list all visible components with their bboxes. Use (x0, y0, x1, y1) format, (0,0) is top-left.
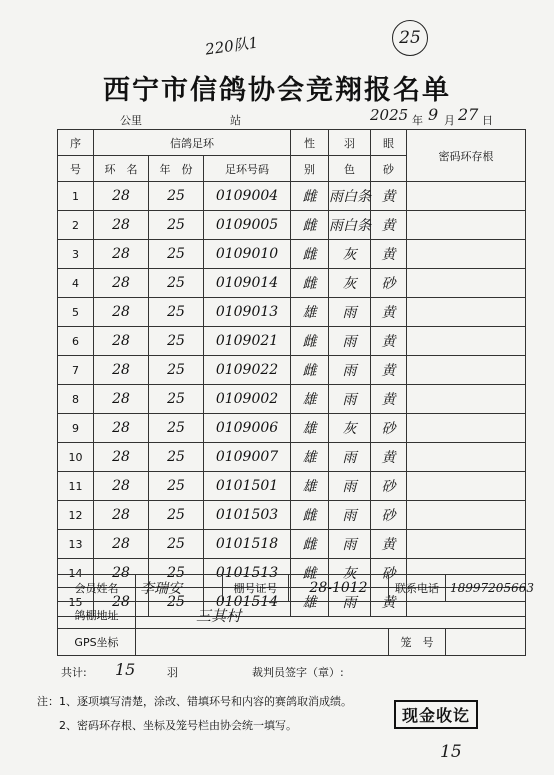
eye-cell: 黄 (371, 530, 407, 559)
total-value: 15 (115, 660, 136, 679)
color-cell: 雨 (329, 327, 371, 356)
table-row (58, 211, 526, 240)
member-info-table (57, 574, 534, 656)
code-stub-header: 密码环存根 (407, 130, 526, 182)
code-stub-cell (407, 414, 526, 443)
eye-cell: 黄 (371, 327, 407, 356)
member-name-label: 会员姓名 (58, 575, 136, 602)
date-year: 2025 (370, 106, 409, 124)
color-cell: 雨 (329, 530, 371, 559)
table-row (58, 501, 526, 530)
form-title: 西宁市信鸽协会竞翔报名单 (103, 75, 451, 106)
date-day: 27 (458, 105, 479, 124)
address-value: 三其村 (136, 602, 526, 629)
gps-label: GPS坐标 (58, 629, 136, 656)
year-cell: 25 (149, 269, 204, 298)
table-row (58, 443, 526, 472)
seq-cell: 9 (58, 414, 94, 443)
eye-cell: 砂 (371, 501, 407, 530)
color-cell: 雨 (329, 472, 371, 501)
month-label: 月 (444, 114, 455, 127)
ring-number-cell: 0101501 (204, 472, 291, 501)
ring-name-cell: 28 (94, 385, 149, 414)
color-cell: 雨 (329, 356, 371, 385)
table-row (58, 298, 526, 327)
table-row (58, 327, 526, 356)
km-label: 公里 (120, 114, 142, 127)
seq-header-bottom: 号 (58, 156, 94, 182)
eye-header-top: 眼 (371, 130, 407, 156)
ring-name-cell: 28 (94, 501, 149, 530)
sex-cell: 雌 (291, 211, 329, 240)
ring-group-header: 信鸽足环 (94, 130, 291, 156)
note-1: 注：1、逐项填写清楚，涂改、错填环号和内容的赛鸽取消成绩。 (37, 695, 352, 708)
year-label: 年 (412, 114, 423, 127)
code-stub-cell (407, 443, 526, 472)
seq-cell: 3 (58, 240, 94, 269)
color-cell: 雨白条 (329, 211, 371, 240)
sex-cell: 雌 (291, 269, 329, 298)
seq-cell: 15 (58, 588, 94, 617)
year-cell: 25 (149, 385, 204, 414)
color-cell: 雨 (329, 588, 371, 617)
eye-cell: 砂 (371, 559, 407, 588)
code-stub-cell (407, 501, 526, 530)
referee-signature-label: 裁判员签字（章）: (252, 666, 344, 679)
eye-cell: 黄 (371, 182, 407, 211)
sex-cell: 雄 (291, 443, 329, 472)
color-cell: 雨 (329, 298, 371, 327)
seq-cell: 5 (58, 298, 94, 327)
eye-cell: 黄 (371, 385, 407, 414)
code-stub-cell (407, 211, 526, 240)
handwritten-top-note: 220队1 (204, 33, 260, 59)
sex-cell: 雄 (291, 472, 329, 501)
seq-cell: 13 (58, 530, 94, 559)
phone-value: 18997205663 (446, 575, 526, 602)
seq-cell: 10 (58, 443, 94, 472)
year-cell: 25 (149, 530, 204, 559)
ring-name-cell: 28 (94, 298, 149, 327)
seq-cell: 14 (58, 559, 94, 588)
eye-cell: 砂 (371, 269, 407, 298)
eye-cell: 黄 (371, 298, 407, 327)
paid-stamp: 现金收讫 (394, 700, 478, 729)
color-cell: 雨 (329, 443, 371, 472)
sex-header-top: 性 (291, 130, 329, 156)
pigeon-entry-table (57, 129, 526, 617)
seq-cell: 2 (58, 211, 94, 240)
ring-number-cell: 0109010 (204, 240, 291, 269)
date-month: 9 (428, 105, 439, 124)
ring-number-cell: 0109021 (204, 327, 291, 356)
sex-cell: 雌 (291, 240, 329, 269)
color-header-bottom: 色 (329, 156, 371, 182)
year-cell: 25 (149, 472, 204, 501)
sex-cell: 雌 (291, 182, 329, 211)
ring-name-cell: 28 (94, 356, 149, 385)
ring-number-cell: 0101514 (204, 588, 291, 617)
year-cell: 25 (149, 298, 204, 327)
code-stub-cell (407, 356, 526, 385)
code-stub-cell (407, 530, 526, 559)
ring-name-cell: 28 (94, 530, 149, 559)
table-row (58, 472, 526, 501)
sex-cell: 雄 (291, 588, 329, 617)
form-notes (37, 690, 352, 738)
station-label: 站 (230, 114, 241, 127)
color-cell: 灰 (329, 240, 371, 269)
code-stub-cell (407, 472, 526, 501)
year-cell: 25 (149, 356, 204, 385)
cage-label: 笼 号 (389, 629, 446, 656)
phone-label: 联系电话 (389, 575, 446, 602)
year-cell: 25 (149, 240, 204, 269)
ring-number-cell: 0109005 (204, 211, 291, 240)
code-stub-cell (407, 269, 526, 298)
color-cell: 灰 (329, 414, 371, 443)
table-row (58, 182, 526, 211)
table-row (58, 356, 526, 385)
code-stub-cell (407, 298, 526, 327)
color-cell: 雨 (329, 501, 371, 530)
ring-name-cell: 28 (94, 414, 149, 443)
eye-cell: 黄 (371, 211, 407, 240)
color-cell: 灰 (329, 269, 371, 298)
total-label: 共计: (61, 666, 87, 679)
code-stub-cell (407, 240, 526, 269)
loft-id-value: 28-1012 (289, 575, 389, 602)
gps-value (136, 629, 389, 656)
seq-header-top: 序 (58, 130, 94, 156)
cage-value (446, 629, 526, 656)
code-stub-cell (407, 327, 526, 356)
ring-number-cell: 0101518 (204, 530, 291, 559)
ring-number-cell: 0109022 (204, 356, 291, 385)
seq-cell: 1 (58, 182, 94, 211)
total-line (57, 661, 525, 681)
year-cell: 25 (149, 414, 204, 443)
ring-name-header: 环 名 (94, 156, 149, 182)
ring-name-cell: 28 (94, 211, 149, 240)
year-cell: 25 (149, 443, 204, 472)
seq-cell: 7 (58, 356, 94, 385)
eye-cell: 黄 (371, 356, 407, 385)
ring-number-cell: 0109014 (204, 269, 291, 298)
sex-cell: 雌 (291, 559, 329, 588)
ring-number-header: 足环号码 (204, 156, 291, 182)
table-row (58, 240, 526, 269)
eye-header-bottom: 砂 (371, 156, 407, 182)
year-cell: 25 (149, 211, 204, 240)
seq-cell: 12 (58, 501, 94, 530)
total-unit: 羽 (167, 666, 178, 679)
sex-cell: 雌 (291, 530, 329, 559)
eye-cell: 黄 (371, 588, 407, 617)
ring-number-cell: 0109006 (204, 414, 291, 443)
color-cell: 灰 (329, 559, 371, 588)
sex-cell: 雄 (291, 414, 329, 443)
ring-name-cell: 28 (94, 269, 149, 298)
year-cell: 25 (149, 182, 204, 211)
seq-cell: 8 (58, 385, 94, 414)
ring-name-cell: 28 (94, 472, 149, 501)
eye-cell: 砂 (371, 472, 407, 501)
ring-name-cell: 28 (94, 327, 149, 356)
ring-number-cell: 0109007 (204, 443, 291, 472)
table-row (58, 269, 526, 298)
table-row (58, 530, 526, 559)
eye-cell: 砂 (371, 414, 407, 443)
ring-number-cell: 0109013 (204, 298, 291, 327)
seq-cell: 6 (58, 327, 94, 356)
eye-cell: 黄 (371, 240, 407, 269)
ring-number-cell: 0101503 (204, 501, 291, 530)
ring-name-cell: 28 (94, 240, 149, 269)
sex-cell: 雌 (291, 356, 329, 385)
color-cell: 雨白条 (329, 182, 371, 211)
note-2: 2、密码环存根、坐标及笼号栏由协会统一填写。 (37, 719, 297, 732)
ring-name-cell: 28 (94, 182, 149, 211)
distance-date-line (60, 105, 510, 128)
year-header: 年 份 (149, 156, 204, 182)
year-cell: 25 (149, 559, 204, 588)
loft-id-label: 棚号证号 (223, 575, 289, 602)
seq-cell: 11 (58, 472, 94, 501)
member-name-value: 李瑞安 (136, 575, 223, 602)
ring-name-cell: 28 (94, 588, 149, 617)
year-cell: 25 (149, 327, 204, 356)
handwritten-bottom-number: 15 (440, 742, 462, 762)
sex-cell: 雌 (291, 327, 329, 356)
ring-number-cell: 0109002 (204, 385, 291, 414)
ring-number-cell: 0109004 (204, 182, 291, 211)
address-label: 鸽棚地址 (58, 602, 136, 629)
sex-cell: 雄 (291, 385, 329, 414)
table-row (58, 414, 526, 443)
color-header-top: 羽 (329, 130, 371, 156)
day-label: 日 (482, 114, 493, 127)
ring-name-cell: 28 (94, 443, 149, 472)
circled-number: 25 (392, 20, 428, 56)
year-cell: 25 (149, 501, 204, 530)
color-cell: 雨 (329, 385, 371, 414)
sex-header-bottom: 别 (291, 156, 329, 182)
year-cell: 25 (149, 588, 204, 617)
ring-name-cell: 28 (94, 559, 149, 588)
code-stub-cell (407, 385, 526, 414)
sex-cell: 雄 (291, 298, 329, 327)
seq-cell: 4 (58, 269, 94, 298)
table-row (58, 385, 526, 414)
sex-cell: 雌 (291, 501, 329, 530)
code-stub-cell (407, 182, 526, 211)
ring-number-cell: 0101513 (204, 559, 291, 588)
eye-cell: 黄 (371, 443, 407, 472)
